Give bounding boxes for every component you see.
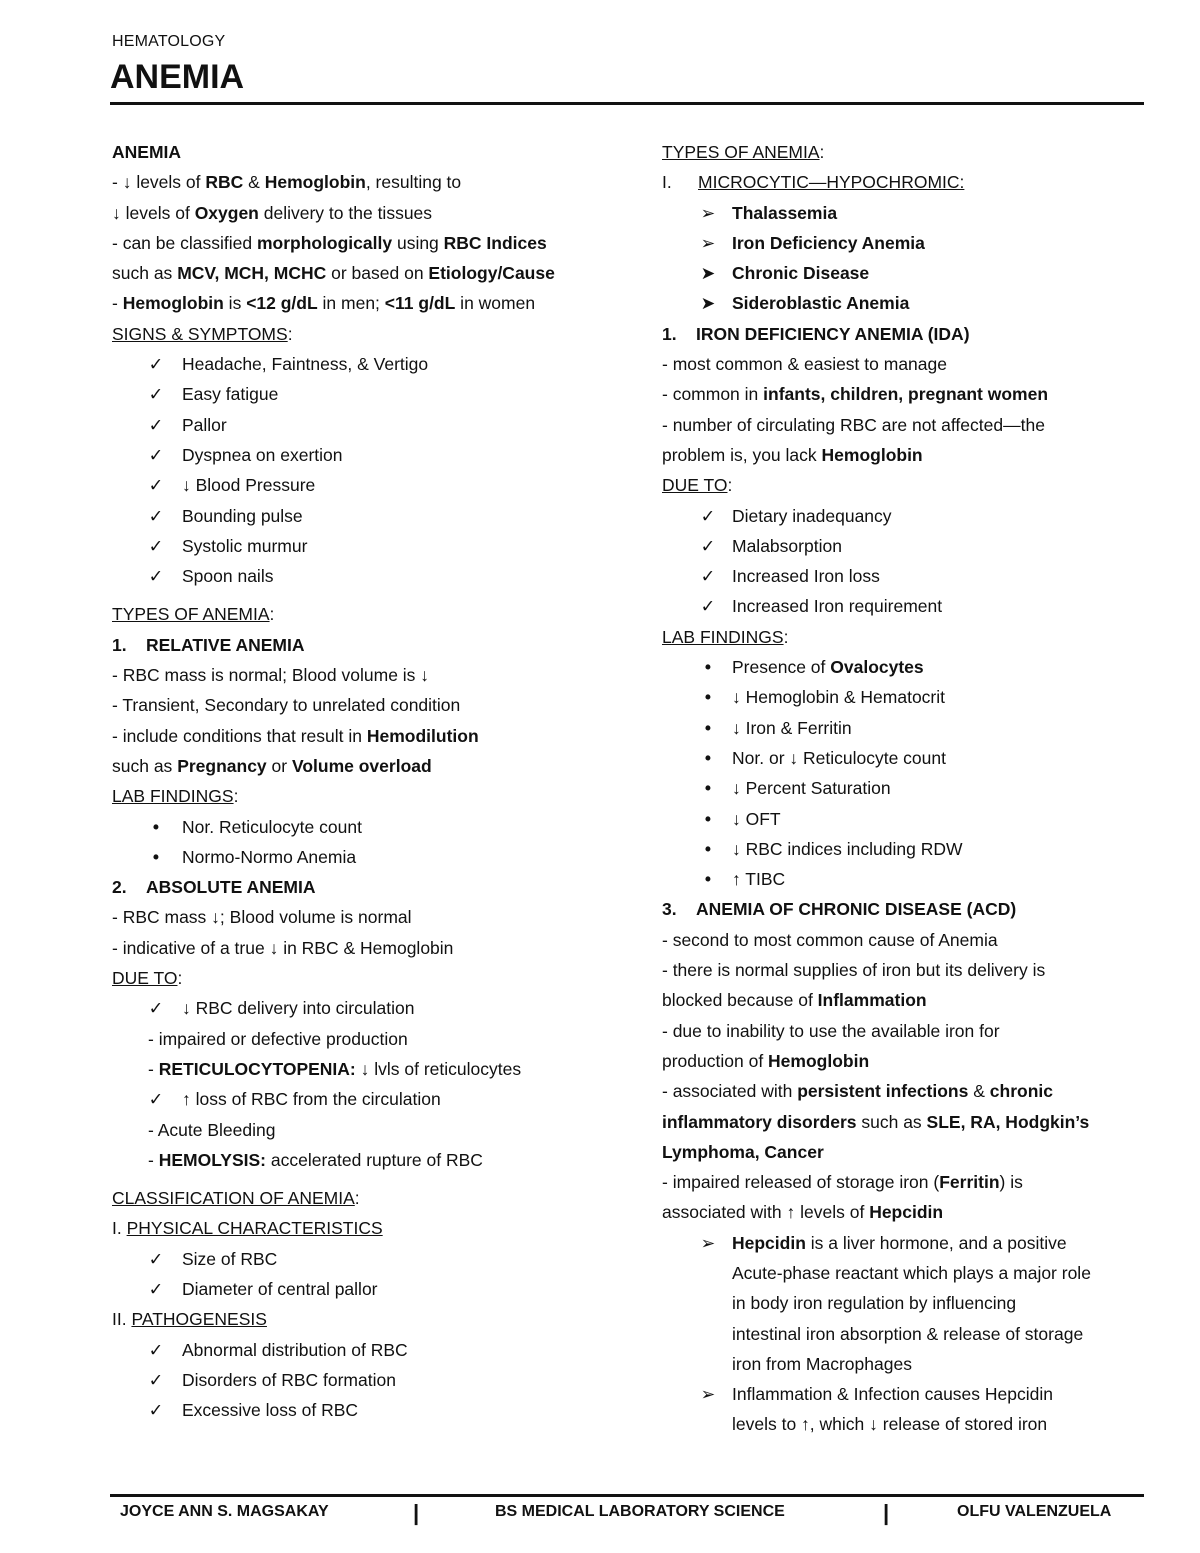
check-icon: ✓ [148,354,164,375]
due-to-heading: DUE TO: [662,475,733,496]
classification-heading: CLASSIFICATION OF ANEMIA: [112,1188,360,1209]
text-line: - include conditions that result in Hemodilution [112,725,479,746]
text-line: production of Hemoglobin [662,1050,870,1071]
bullet-icon: • [704,808,712,829]
list-item: ➢ Iron Deficiency Anemia [662,228,1162,258]
list-item: ✓ Increased Iron loss [662,561,1162,591]
text-line: such as Pregnancy or Volume overload [112,755,432,776]
list-item: • Nor. Reticulocyte count [112,812,632,842]
list-item: ✓ Dietary inadequancy [662,501,1162,531]
text-line: levels to ↑, which ↓ release of stored iron [732,1414,1048,1435]
list-item: ✓ ↑ loss of RBC from the circulation [112,1084,632,1114]
check-icon: ✓ [148,475,164,496]
check-icon: ✓ [148,1278,164,1299]
text-line: - indicative of a true ↓ in RBC & Hemoglobin [112,937,454,958]
footer-rule [110,1494,1144,1497]
text-line: - Acute Bleeding [148,1119,276,1140]
footer-school: OLFU VALENZUELA [957,1503,1112,1520]
footer-separator: | [883,1500,890,1525]
footer-program: BS MEDICAL LABORATORY SCIENCE [495,1503,785,1520]
text-line: in body iron regulation by influencing [732,1293,1017,1314]
text-line: - there is normal supplies of iron but its delivery is [662,960,1046,981]
text-line: - due to inability to use the available iron for [662,1020,1000,1041]
list-item: • Nor. or ↓ Reticulocyte count [662,743,1162,773]
check-icon: ✓ [148,1089,164,1110]
list-item: ✓ ↓ Blood Pressure [112,470,632,500]
check-icon: ✓ [148,384,164,405]
check-icon: ✓ [148,1369,164,1390]
section-heading: 1. RELATIVE ANEMIA [112,634,305,655]
check-icon: ✓ [700,566,716,587]
check-icon: ✓ [148,1400,164,1421]
bullet-icon: • [152,846,160,867]
left-column [112,137,632,1425]
text-line: Acute-phase reactant which plays a major role [732,1262,1091,1283]
list-item: • ↓ Percent Saturation [662,773,1162,803]
check-icon: ✓ [148,1339,164,1360]
text-line: - impaired released of storage iron (Ferritin) is [662,1172,1023,1193]
subsection-heading: I. MICROCYTIC—HYPOCHROMIC: [662,172,965,193]
list-item: ✓ Size of RBC [112,1244,632,1274]
definition-line: - ↓ levels of RBC & Hemoglobin, resulting to [112,172,462,193]
text-line: - RBC mass is normal; Blood volume is ↓ [112,665,430,686]
bullet-icon: • [704,657,712,678]
arrow-icon: ➤ [700,293,716,314]
text-line: - common in infants, children, pregnant women [662,384,1049,405]
list-item: ✓ Dyspnea on exertion [112,440,632,470]
lab-findings-heading: LAB FINDINGS: [662,626,789,647]
text-line: blocked because of Inflammation [662,990,927,1011]
header-rule [110,102,1144,105]
bullet-icon: • [704,869,712,890]
list-item: ➢ Hepcidin is a liver hormone, and a positive [662,1228,1162,1258]
list-item: ✓ Easy fatigue [112,379,632,409]
text-line: Lymphoma, Cancer [662,1141,824,1162]
list-item: • ↓ Hemoglobin & Hematocrit [662,682,1162,712]
check-icon: ✓ [148,444,164,465]
arrow-icon: ➢ [700,232,716,253]
section-heading: 1. IRON DEFICIENCY ANEMIA (IDA) [662,323,970,344]
arrow-icon: ➢ [700,1232,716,1253]
definition-line: ↓ levels of Oxygen delivery to the tissues [112,202,433,223]
list-item: ➢ Thalassemia [662,198,1162,228]
check-icon: ✓ [148,566,164,587]
bullet-icon: • [704,838,712,859]
text-line: - associated with persistent infections & chronic [662,1081,1053,1102]
footer-author: JOYCE ANN S. MAGSAKAY [120,1503,329,1520]
definition-line: - can be classified morphologically using RBC Indices [112,232,547,253]
list-item: • Presence of Ovalocytes [662,652,1162,682]
check-icon: ✓ [700,505,716,526]
text-line: - HEMOLYSIS: accelerated rupture of RBC [148,1149,483,1170]
definition-line: - Hemoglobin is <12 g/dL in men; <11 g/dL in women [112,293,536,314]
list-item: ➤ Sideroblastic Anemia [662,288,1162,318]
text-line: - RBC mass ↓; Blood volume is normal [112,907,412,928]
bullet-icon: • [704,687,712,708]
footer-separator: | [413,1500,420,1525]
check-icon: ✓ [148,505,164,526]
text-line: inflammatory disorders such as SLE, RA, Hodgkin’s [662,1111,1090,1132]
list-item: • ↓ OFT [662,804,1162,834]
list-item: ✓ Abnormal distribution of RBC [112,1335,632,1365]
bullet-icon: • [152,816,160,837]
text-line: associated with ↑ levels of Hepcidin [662,1202,944,1223]
arrow-icon: ➢ [700,202,716,223]
section-heading: 3. ANEMIA OF CHRONIC DISEASE (ACD) [662,899,1017,920]
text-line: - Transient, Secondary to unrelated condition [112,695,461,716]
check-icon: ✓ [148,414,164,435]
subsection-heading: I. PHYSICAL CHARACTERISTICS [112,1218,383,1239]
check-icon: ✓ [700,535,716,556]
subsection-heading: II. PATHOGENESIS [112,1309,267,1330]
types-heading: TYPES OF ANEMIA: [662,142,825,162]
page-title: ANEMIA [110,58,245,96]
text-line: problem is, you lack Hemoglobin [662,444,923,465]
list-item: ✓ Bounding pulse [112,501,632,531]
lab-findings-heading: LAB FINDINGS: [112,786,239,807]
bullet-icon: • [704,717,712,738]
arrow-icon: ➢ [700,1384,716,1405]
definition-line: such as MCV, MCH, MCHC or based on Etiology/Cause [112,263,555,284]
list-item: • ↓ RBC indices including RDW [662,834,1162,864]
text-line: - number of circulating RBC are not affected—the [662,414,1045,435]
text-line: - most common & easiest to manage [662,354,947,375]
text-line: - second to most common cause of Anemia [662,929,998,950]
definition-title: ANEMIA [112,142,182,162]
text-line: iron from Macrophages [732,1353,912,1374]
list-item: ✓ Diameter of central pallor [112,1274,632,1304]
right-column [662,137,1162,1440]
list-item: ✓ ↓ RBC delivery into circulation [112,993,632,1023]
bullet-icon: • [704,778,712,799]
list-item: ✓ Increased Iron requirement [662,591,1162,621]
list-item: • ↑ TIBC [662,864,1162,894]
check-icon: ✓ [148,998,164,1019]
signs-heading: SIGNS & SYMPTOMS: [112,323,293,344]
list-item: • Normo-Normo Anemia [112,842,632,872]
due-to-heading: DUE TO: [112,968,183,989]
check-icon: ✓ [148,535,164,556]
text-line: intestinal iron absorption & release of storage [732,1323,1084,1344]
list-item: ✓ Malabsorption [662,531,1162,561]
types-heading: TYPES OF ANEMIA: [112,604,275,625]
page-kicker: HEMATOLOGY [112,33,226,50]
list-item: ✓ Disorders of RBC formation [112,1365,632,1395]
check-icon: ✓ [700,596,716,617]
list-item: ✓ Spoon nails [112,561,632,591]
list-item: ✓ Headache, Faintness, & Vertigo [112,349,632,379]
section-heading: 2. ABSOLUTE ANEMIA [112,877,316,898]
check-icon: ✓ [148,1248,164,1269]
text-line: - impaired or defective production [148,1028,408,1049]
arrow-icon: ➤ [700,263,716,284]
list-item: • ↓ Iron & Ferritin [662,713,1162,743]
text-line: - RETICULOCYTOPENIA: ↓ lvls of reticulocytes [148,1058,522,1079]
list-item: ✓ Systolic murmur [112,531,632,561]
bullet-icon: • [704,747,712,768]
list-item: ➢ Inflammation & Infection causes Hepcidin [662,1379,1162,1409]
list-item: ➤ Chronic Disease [662,258,1162,288]
list-item: ✓ Pallor [112,410,632,440]
list-item: ✓ Excessive loss of RBC [112,1395,632,1425]
